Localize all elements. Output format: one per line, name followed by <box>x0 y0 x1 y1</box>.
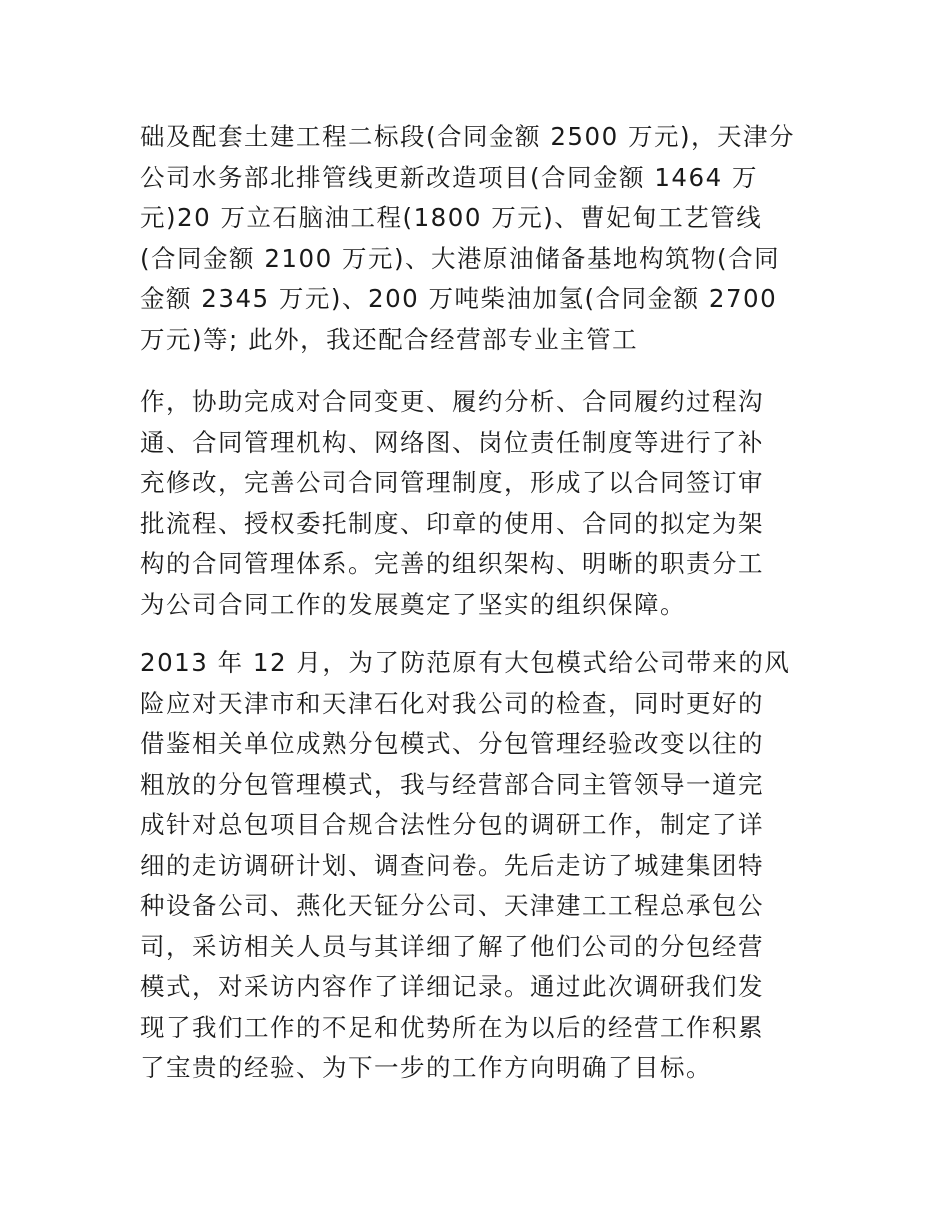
text-line: 万元)等; 此外，我还配合经营部专业主管工 <box>140 324 639 354</box>
text-line: 了宝贵的经验、为下一步的工作方向明确了目标。 <box>140 1053 712 1082</box>
text-line: 模式，对采访内容作了详细记录。通过此次调研我们发 <box>140 972 764 1001</box>
text-line: 批流程、授权委托制度、印章的使用、合同的拟定为架 <box>140 508 764 538</box>
text-line: 通、合同管理机构、网络图、岗位责任制度等进行了补 <box>140 427 764 457</box>
text-line: 粗放的分包管理模式，我与经营部合同主管领导一道完 <box>140 769 764 799</box>
text-line: 2013 年 12 月，为了防范原有大包模式给公司带来的风 <box>140 648 791 677</box>
paragraph-contracts <box>140 117 812 360</box>
text-line: 作，协助完成对合同变更、履约分析、合同履约过程沟 <box>140 387 764 416</box>
paragraph-contract-management <box>140 382 812 625</box>
text-line: 元)20 万立石脑油工程(1800 万元)、曹妃甸工艺管线 <box>140 203 763 232</box>
text-line: 现了我们工作的不足和优势所在为以后的经营工作积累 <box>140 1012 764 1042</box>
text-line: (合同金额 2100 万元)、大港原油储备基地构筑物(合同 <box>140 243 781 273</box>
text-line: 础及配套土建工程二标段(合同金额 2500 万元)，天津分 <box>140 122 796 151</box>
text-line: 成针对总包项目合规合法性分包的调研工作，制定了详 <box>140 810 764 839</box>
text-line: 充修改，完善公司合同管理制度，形成了以合同签订审 <box>140 468 764 497</box>
text-line: 为公司合同工作的发展奠定了坚实的组织保障。 <box>140 589 686 619</box>
text-line: 构的合同管理体系。完善的组织架构、明晰的职责分工 <box>140 549 764 578</box>
text-line: 借鉴相关单位成熟分包模式、分包管理经验改变以往的 <box>140 729 764 758</box>
text-line: 种设备公司、燕化天钲分公司、天津建工工程总承包公 <box>140 891 764 920</box>
text-line: 险应对天津市和天津石化对我公司的检查，同时更好的 <box>140 688 764 718</box>
paragraph-subcontract-research <box>140 643 812 1089</box>
text-line: 司，采访相关人员与其详细了解了他们公司的分包经营 <box>140 931 764 961</box>
text-line: 细的走访调研计划、调查问卷。先后走访了城建集团特 <box>140 850 764 880</box>
text-line: 公司水务部北排管线更新改造项目(合同金额 1464 万 <box>140 162 758 192</box>
text-line: 金额 2345 万元)、200 万吨柴油加氢(合同金额 2700 <box>140 284 778 313</box>
